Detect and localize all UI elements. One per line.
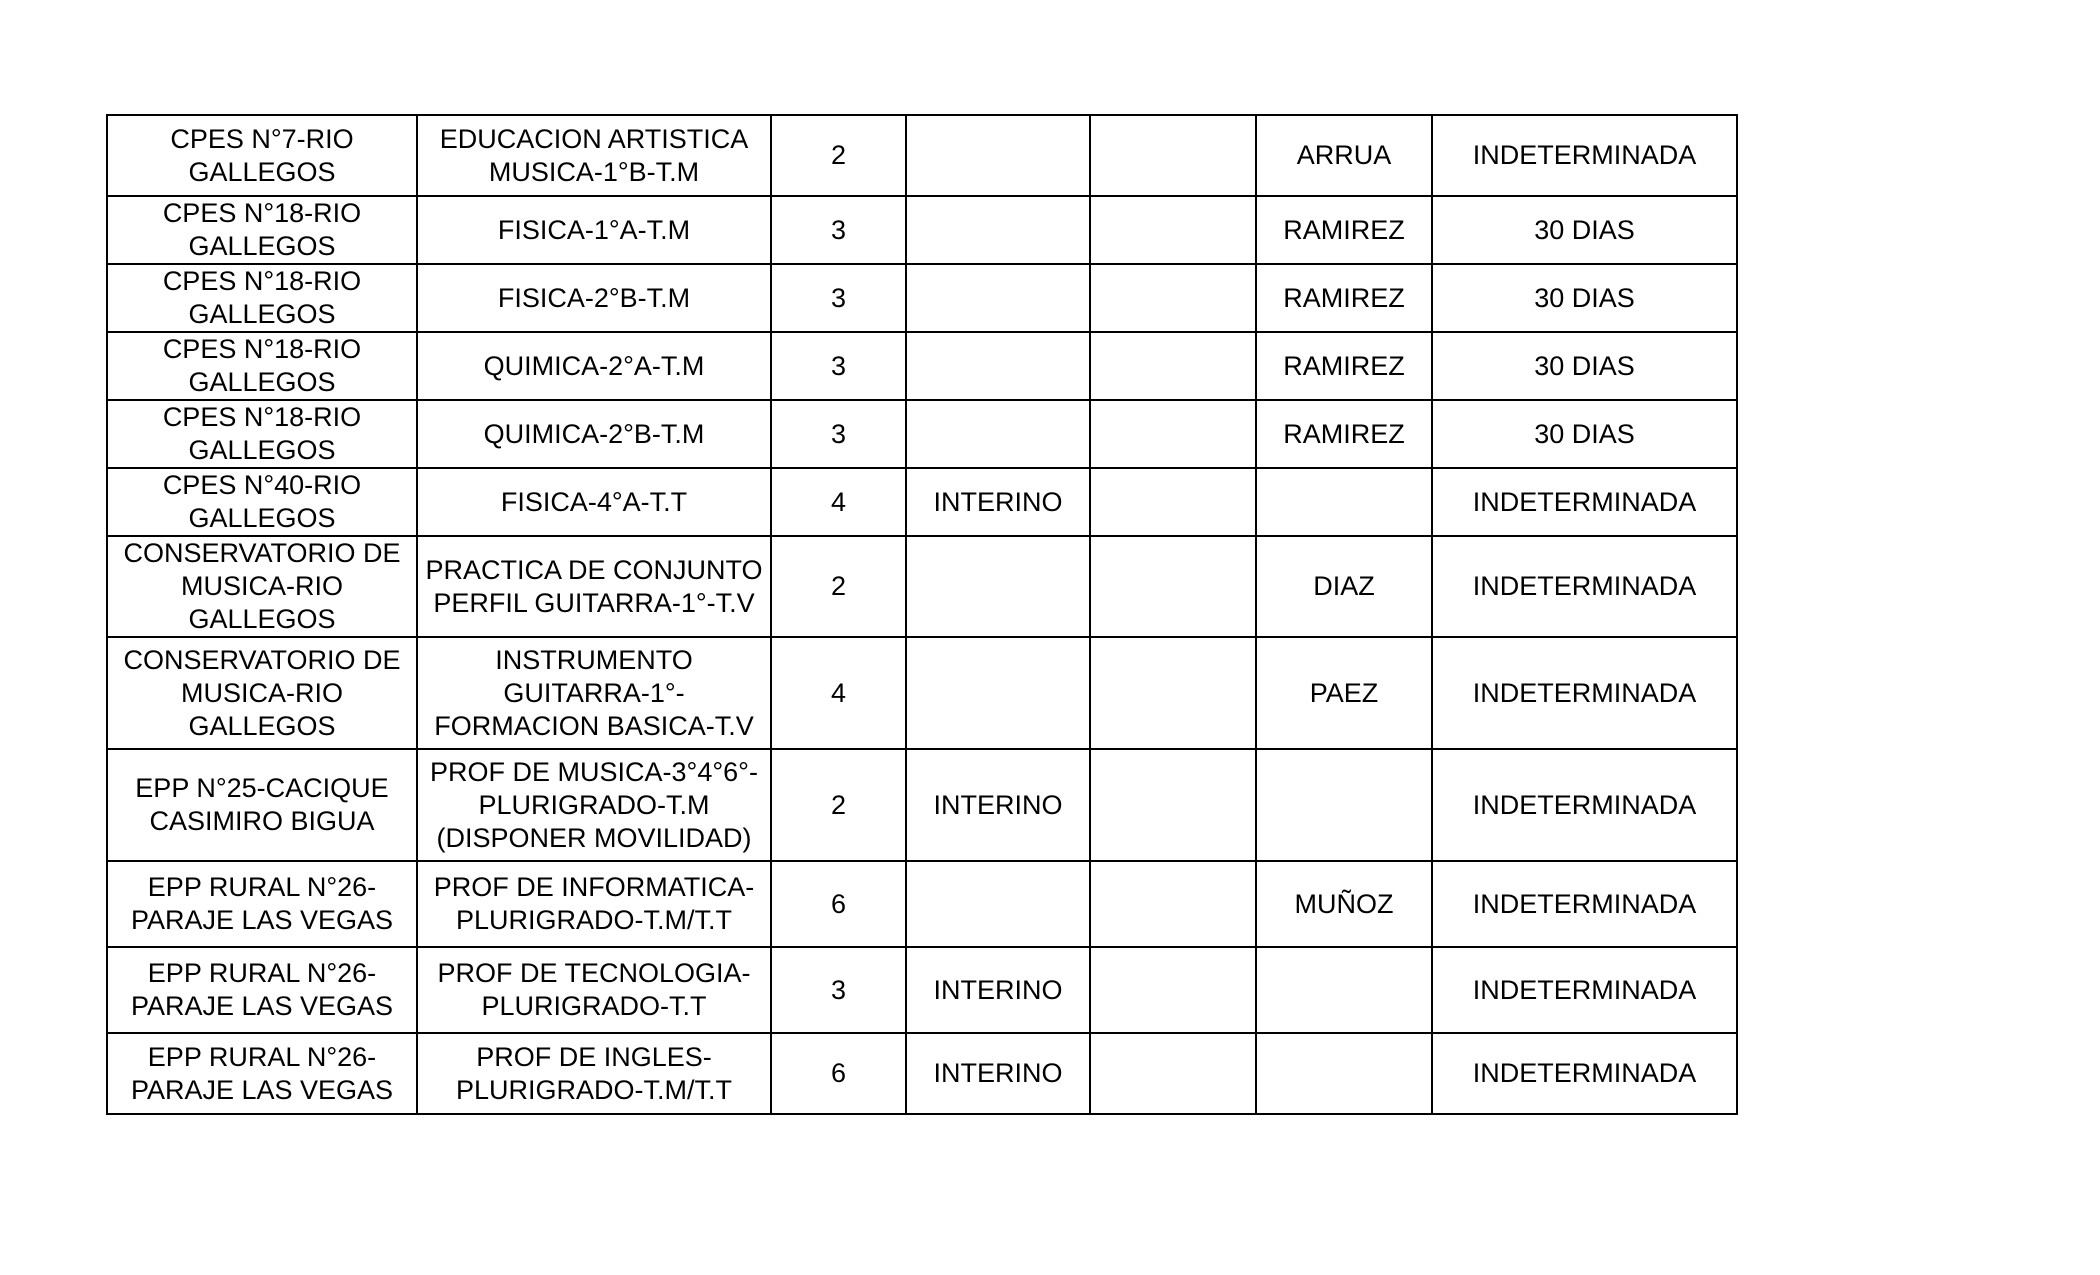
vacancy-table	[106, 114, 1738, 1115]
school-cell: CPES N°40-RIO GALLEGOS	[107, 468, 417, 536]
name-cell: RAMIREZ	[1256, 196, 1432, 264]
status-cell	[906, 861, 1090, 947]
duration-cell: 30 DIAS	[1432, 400, 1737, 468]
blank-cell	[1090, 264, 1256, 332]
name-cell: DIAZ	[1256, 536, 1432, 637]
duration-cell: INDETERMINADA	[1432, 468, 1737, 536]
status-cell	[906, 400, 1090, 468]
blank-cell	[1090, 196, 1256, 264]
status-cell	[906, 637, 1090, 749]
status-cell	[906, 332, 1090, 400]
hours-cell: 3	[771, 332, 906, 400]
table-row	[107, 749, 1737, 861]
subject-cell: QUIMICA-2°A-T.M	[417, 332, 771, 400]
name-cell	[1256, 468, 1432, 536]
name-cell: ARRUA	[1256, 115, 1432, 196]
hours-cell: 2	[771, 115, 906, 196]
hours-cell: 6	[771, 861, 906, 947]
duration-cell: INDETERMINADA	[1432, 947, 1737, 1033]
blank-cell	[1090, 332, 1256, 400]
status-cell: INTERINO	[906, 468, 1090, 536]
hours-cell: 3	[771, 400, 906, 468]
table-row	[107, 861, 1737, 947]
status-cell: INTERINO	[906, 947, 1090, 1033]
table-row	[107, 468, 1737, 536]
hours-cell: 2	[771, 536, 906, 637]
status-cell	[906, 115, 1090, 196]
school-cell: CPES N°18-RIO GALLEGOS	[107, 400, 417, 468]
table-row	[107, 115, 1737, 196]
name-cell: RAMIREZ	[1256, 332, 1432, 400]
school-cell: EPP RURAL N°26- PARAJE LAS VEGAS	[107, 947, 417, 1033]
blank-cell	[1090, 637, 1256, 749]
duration-cell: 30 DIAS	[1432, 264, 1737, 332]
school-cell: CPES N°7-RIO GALLEGOS	[107, 115, 417, 196]
blank-cell	[1090, 115, 1256, 196]
hours-cell: 4	[771, 637, 906, 749]
table-row	[107, 947, 1737, 1033]
status-cell	[906, 536, 1090, 637]
duration-cell: INDETERMINADA	[1432, 749, 1737, 861]
duration-cell: INDETERMINADA	[1432, 637, 1737, 749]
name-cell: RAMIREZ	[1256, 264, 1432, 332]
status-cell: INTERINO	[906, 749, 1090, 861]
subject-cell: PROF DE INGLES- PLURIGRADO-T.M/T.T	[417, 1033, 771, 1114]
duration-cell: INDETERMINADA	[1432, 861, 1737, 947]
table-row	[107, 1033, 1737, 1114]
school-cell: CONSERVATORIO DE MUSICA-RIO GALLEGOS	[107, 536, 417, 637]
blank-cell	[1090, 400, 1256, 468]
subject-cell: INSTRUMENTO GUITARRA-1°- FORMACION BASICA-T.V	[417, 637, 771, 749]
status-cell	[906, 264, 1090, 332]
blank-cell	[1090, 861, 1256, 947]
table-row	[107, 400, 1737, 468]
subject-cell: EDUCACION ARTISTICA MUSICA-1°B-T.M	[417, 115, 771, 196]
hours-cell: 3	[771, 196, 906, 264]
subject-cell: QUIMICA-2°B-T.M	[417, 400, 771, 468]
table-row	[107, 637, 1737, 749]
hours-cell: 2	[771, 749, 906, 861]
name-cell	[1256, 947, 1432, 1033]
status-cell	[906, 196, 1090, 264]
subject-cell: PROF DE MUSICA-3°4°6°- PLURIGRADO-T.M (DISPONER MOVILIDAD)	[417, 749, 771, 861]
blank-cell	[1090, 1033, 1256, 1114]
blank-cell	[1090, 947, 1256, 1033]
blank-cell	[1090, 468, 1256, 536]
subject-cell: FISICA-2°B-T.M	[417, 264, 771, 332]
table-row	[107, 196, 1737, 264]
hours-cell: 6	[771, 1033, 906, 1114]
school-cell: EPP RURAL N°26- PARAJE LAS VEGAS	[107, 1033, 417, 1114]
table-row	[107, 264, 1737, 332]
school-cell: EPP RURAL N°26- PARAJE LAS VEGAS	[107, 861, 417, 947]
blank-cell	[1090, 536, 1256, 637]
hours-cell: 4	[771, 468, 906, 536]
school-cell: CONSERVATORIO DE MUSICA-RIO GALLEGOS	[107, 637, 417, 749]
name-cell: RAMIREZ	[1256, 400, 1432, 468]
duration-cell: 30 DIAS	[1432, 196, 1737, 264]
school-cell: EPP N°25-CACIQUE CASIMIRO BIGUA	[107, 749, 417, 861]
name-cell	[1256, 1033, 1432, 1114]
name-cell: MUÑOZ	[1256, 861, 1432, 947]
subject-cell: PROF DE TECNOLOGIA- PLURIGRADO-T.T	[417, 947, 771, 1033]
duration-cell: 30 DIAS	[1432, 332, 1737, 400]
duration-cell: INDETERMINADA	[1432, 115, 1737, 196]
duration-cell: INDETERMINADA	[1432, 1033, 1737, 1114]
school-cell: CPES N°18-RIO GALLEGOS	[107, 196, 417, 264]
blank-cell	[1090, 749, 1256, 861]
school-cell: CPES N°18-RIO GALLEGOS	[107, 332, 417, 400]
name-cell	[1256, 749, 1432, 861]
table-body	[107, 115, 1737, 1114]
status-cell: INTERINO	[906, 1033, 1090, 1114]
table-row	[107, 536, 1737, 637]
subject-cell: PRACTICA DE CONJUNTO PERFIL GUITARRA-1°-T.V	[417, 536, 771, 637]
subject-cell: FISICA-1°A-T.M	[417, 196, 771, 264]
hours-cell: 3	[771, 947, 906, 1033]
school-cell: CPES N°18-RIO GALLEGOS	[107, 264, 417, 332]
subject-cell: FISICA-4°A-T.T	[417, 468, 771, 536]
table-row	[107, 332, 1737, 400]
document-page	[106, 114, 1738, 1115]
hours-cell: 3	[771, 264, 906, 332]
duration-cell: INDETERMINADA	[1432, 536, 1737, 637]
subject-cell: PROF DE INFORMATICA- PLURIGRADO-T.M/T.T	[417, 861, 771, 947]
name-cell: PAEZ	[1256, 637, 1432, 749]
